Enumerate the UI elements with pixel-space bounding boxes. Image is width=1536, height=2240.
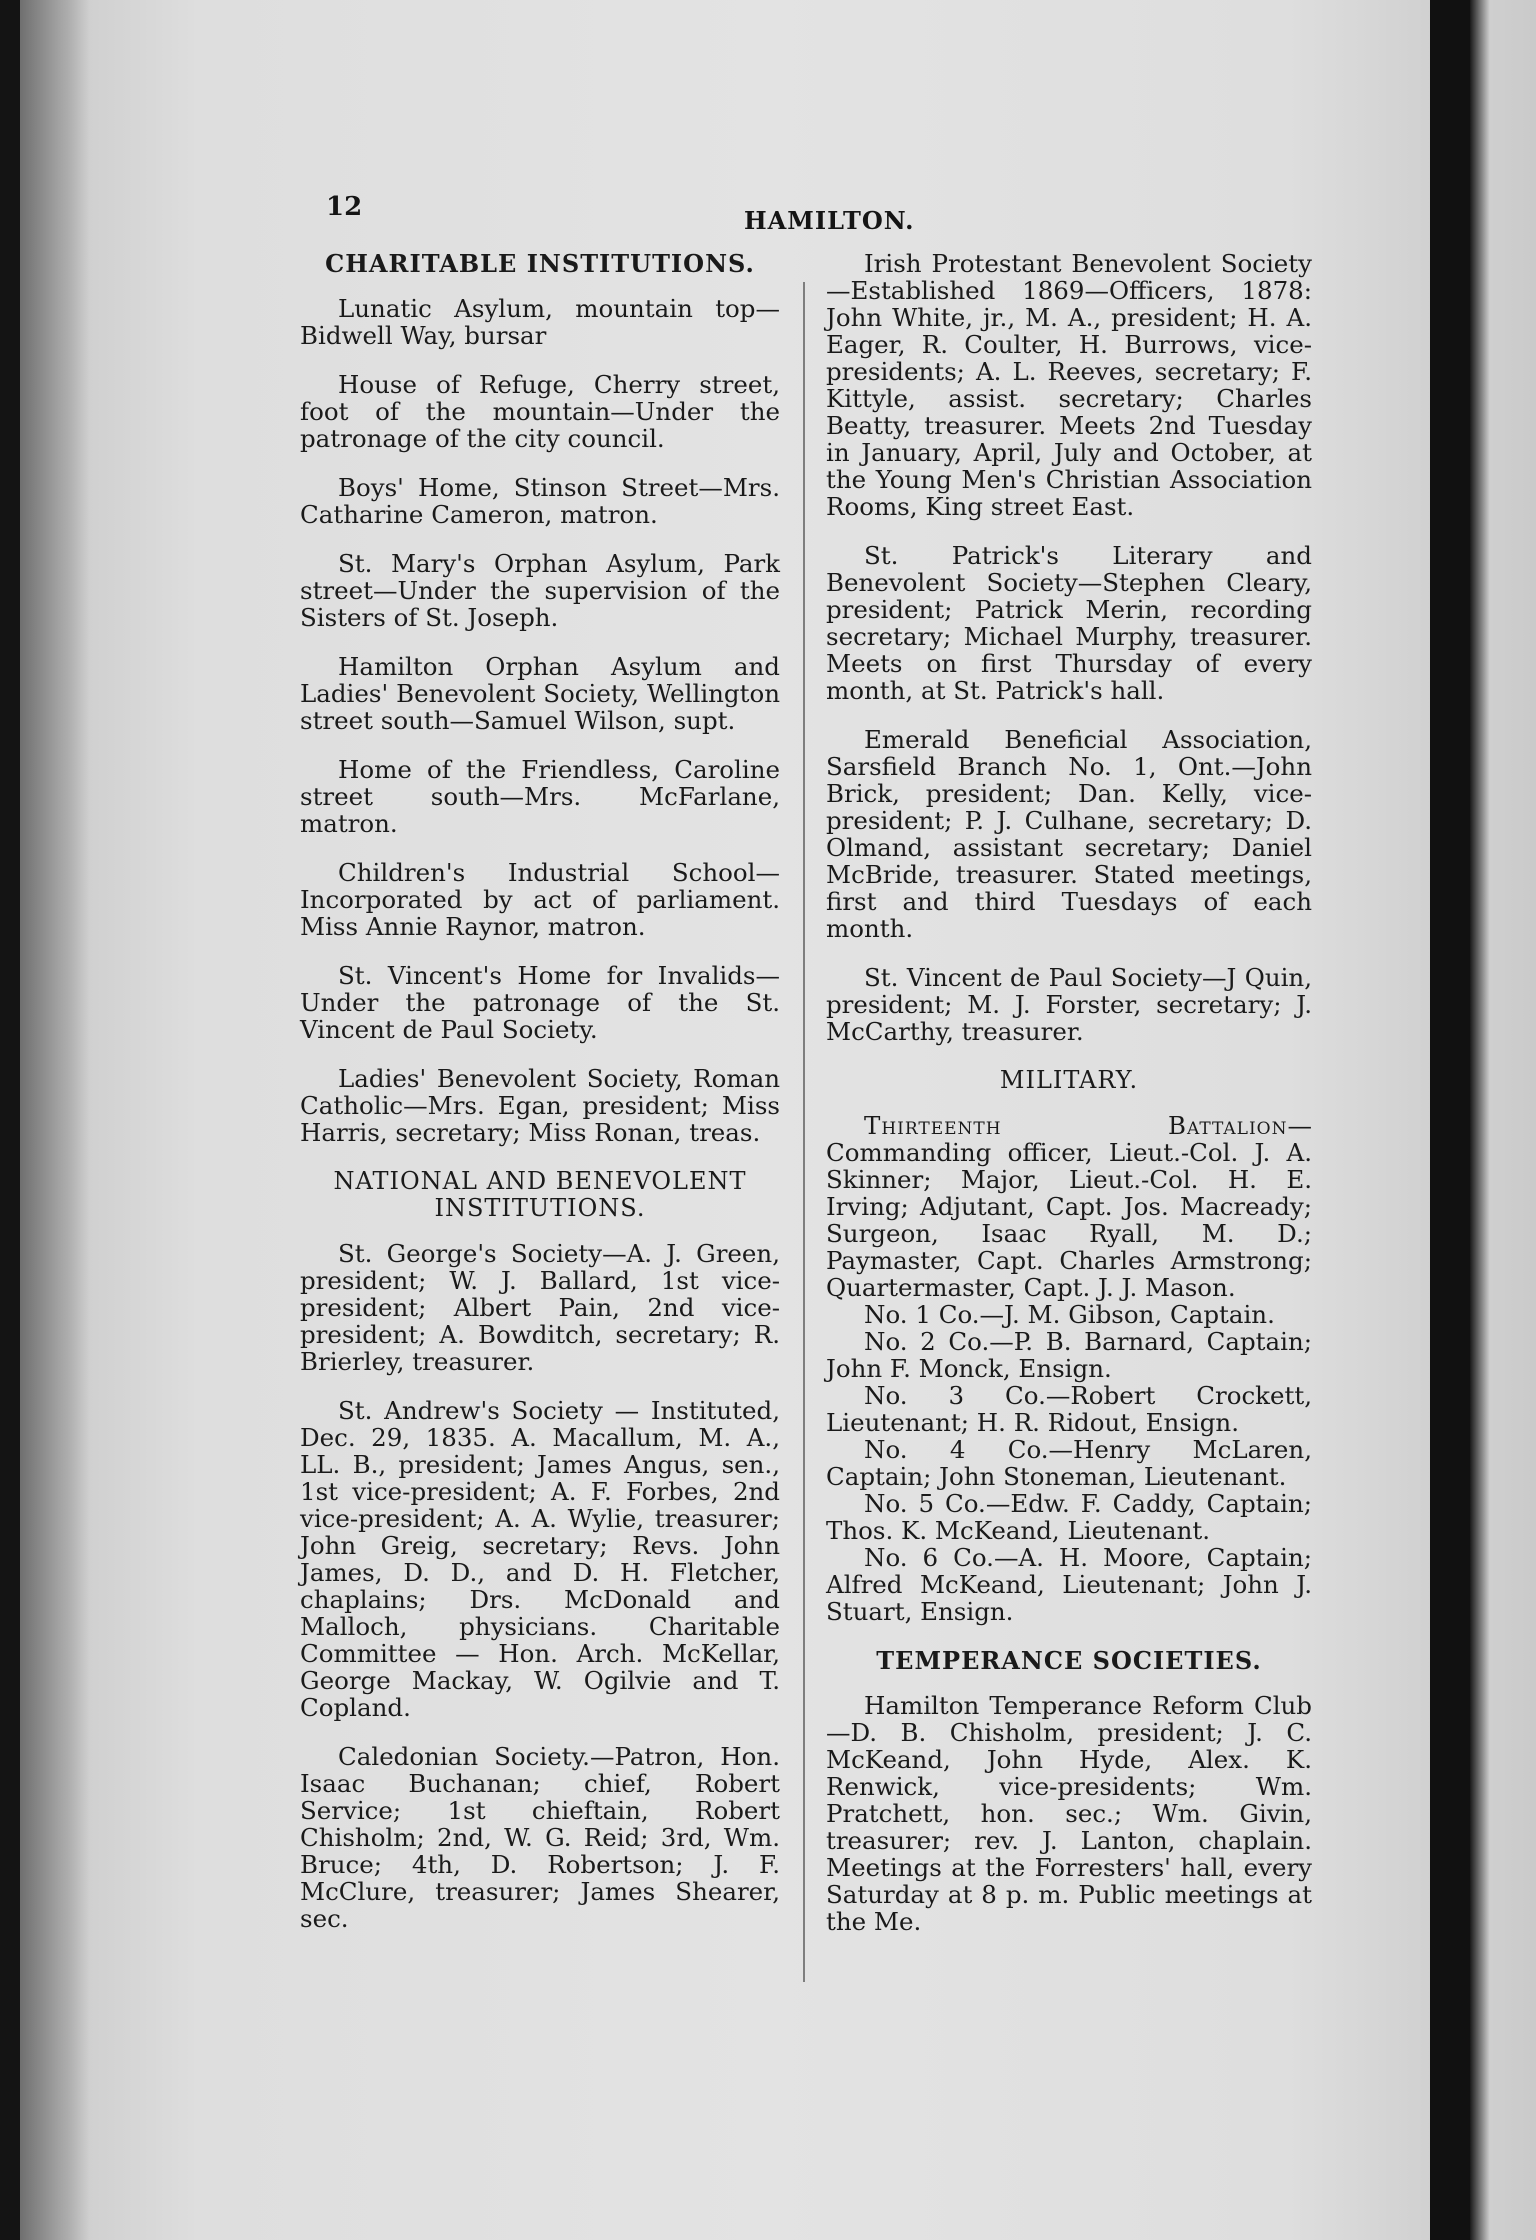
military-entries (826, 1112, 1312, 1625)
list-item: Children's Industrial School—Incorporated by act of parliament. Miss Annie Raynor, matron. (300, 858, 780, 941)
list-item: No. 2 Co.—P. B. Barnard, Captain; John F. Monck, Ensign. (826, 1327, 1312, 1383)
section-heading-temperance: TEMPERANCE SOCIETIES. (876, 1646, 1262, 1675)
list-item: St. Vincent's Home for Invalids—Under the patronage of the St. Vincent de Paul Society. (300, 961, 780, 1044)
list-item: Caledonian Society.—Patron, Hon. Isaac Buchanan; chief, Robert Service; 1st chieftain, Robert Chisholm; 2nd, W. G. Reid; 3rd, Wm. Bruce; 4th, D. Robertson; J. F. McClure, treasurer; James Shearer, sec. (300, 1742, 780, 1933)
column-divider (803, 282, 805, 1982)
list-item: St. Andrew's Society — Instituted, Dec. 29, 1835. A. Macallum, M. A., LL. B., president; James Angus, sen., 1st vice-president; A. F. Forbes, 2nd vice-president; A. A. Wylie, treasurer; John Greig, secretary; Revs. John James, D. D., and D. H. Fletcher, chaplains; Drs. McDonald and Malloch, physicians. Charitable Committee — Hon. Arch. McKellar, George Mackay, W. Ogilvie and T. Copland. (300, 1396, 780, 1722)
list-item: No. 1 Co.—J. M. Gibson, Captain. (864, 1300, 1275, 1329)
list-item: No. 6 Co.—A. H. Moore, Captain; Alfred McKeand, Lieutenant; John J. Stuart, Ensign. (826, 1543, 1312, 1626)
list-item: Hamilton Temperance Reform Club—D. B. Chisholm, president; J. C. McKeand, John Hyde, Alex. K. Renwick, vice-presidents; Wm. Pratchett, hon. sec.; Wm. Givin, treasurer; rev. J. Lanton, chaplain. Meetings at the Forresters' hall, every Saturday at 8 p. m. Public meetings at the Me. (826, 1691, 1312, 1936)
list-item: No. 4 Co.—Henry McLaren, Captain; John Stoneman, Lieutenant. (826, 1435, 1312, 1491)
battalion-label: Thirteenth Battalion (864, 1111, 1288, 1140)
military-lead-entry (826, 1112, 1312, 1301)
section-heading-charitable: CHARITABLE INSTITUTIONS. (325, 249, 755, 278)
list-item: Hamilton Orphan Asylum and Ladies' Benevolent Society, Wellington street south—Samuel Wilson, supt. (300, 652, 780, 735)
list-item: No. 3 Co.—Robert Crockett, Lieutenant; H. R. Ridout, Ensign. (826, 1381, 1312, 1437)
temperance-entries (826, 1692, 1312, 1935)
section-heading-national: NATIONAL AND BENEVOLENT INSTITUTIONS. (333, 1167, 747, 1222)
list-item: Boys' Home, Stinson Street—Mrs. Catharine Cameron, matron. (300, 473, 780, 529)
battalion-officers: —Commanding officer, Lieut.-Col. J. A. Skinner; Major, Lieut.-Col. H. E. Irving; Adjutant, Capt. Jos. Macready; Surgeon, Isaac Ryall, M. D.; Paymaster, Capt. Charles Armstrong; Quartermaster, Capt. J. J. Mason. (826, 1111, 1312, 1302)
list-item: Lunatic Asylum, mountain top—Bidwell Way, bursar (300, 294, 780, 350)
charitable-entries (300, 295, 780, 1146)
page-number: 12 (326, 192, 363, 222)
list-item: St. Mary's Orphan Asylum, Park street—Under the supervision of the Sisters of St. Joseph. (300, 549, 780, 632)
list-item: House of Refuge, Cherry street, foot of the mountain—Under the patronage of the city council. (300, 370, 780, 453)
benevolent-entries (826, 250, 1312, 1045)
list-item: No. 5 Co.—Edw. F. Caddy, Captain; Thos. K. McKeand, Lieutenant. (826, 1489, 1312, 1545)
left-column (300, 250, 780, 1954)
list-item: Home of the Friendless, Caroline street south—Mrs. McFarlane, matron. (300, 755, 780, 838)
national-entries (300, 1240, 780, 1932)
right-column (826, 250, 1312, 1957)
list-item: St. Vincent de Paul Society—J Quin, president; M. J. Forster, secretary; J. McCarthy, treasurer. (826, 963, 1312, 1046)
facing-page-edge (1470, 0, 1536, 2240)
list-item: Emerald Beneficial Association, Sarsfield Branch No. 1, Ont.—John Brick, president; Dan. Kelly, vice-president; P. J. Culhane, secretary; D. Olmand, assistant secretary; Daniel McBride, treasurer. Stated meetings, first and third Tuesdays of each month. (826, 725, 1312, 943)
binding-shadow (20, 0, 90, 2240)
section-heading-military: MILITARY. (999, 1066, 1139, 1094)
list-item: St. George's Society—A. J. Green, president; W. J. Ballard, 1st vice-president; Albert Pain, 2nd vice-president; A. Bowditch, secretary; R. Brierley, treasurer. (300, 1239, 780, 1376)
running-header: HAMILTON. (744, 206, 915, 235)
list-item: Irish Protestant Benevolent Society—Established 1869—Officers, 1878: John White, jr., M. A., president; H. A. Eager, R. Coulter, H. Burrows, vice-presidents; A. L. Reeves, secretary; F. Kittyle, assist. secretary; Charles Beatty, treasurer. Meets 2nd Tuesday in January, April, July and October, at the Young Men's Christian Association Rooms, King street East. (826, 249, 1312, 521)
list-item: Ladies' Benevolent Society, Roman Catholic—Mrs. Egan, president; Miss Harris, secretary; Miss Ronan, treas. (300, 1064, 780, 1147)
list-item: St. Patrick's Literary and Benevolent Society—Stephen Cleary, president; Patrick Merin, recording secretary; Michael Murphy, treasurer. Meets on first Thursday of every month, at St. Patrick's hall. (826, 541, 1312, 705)
